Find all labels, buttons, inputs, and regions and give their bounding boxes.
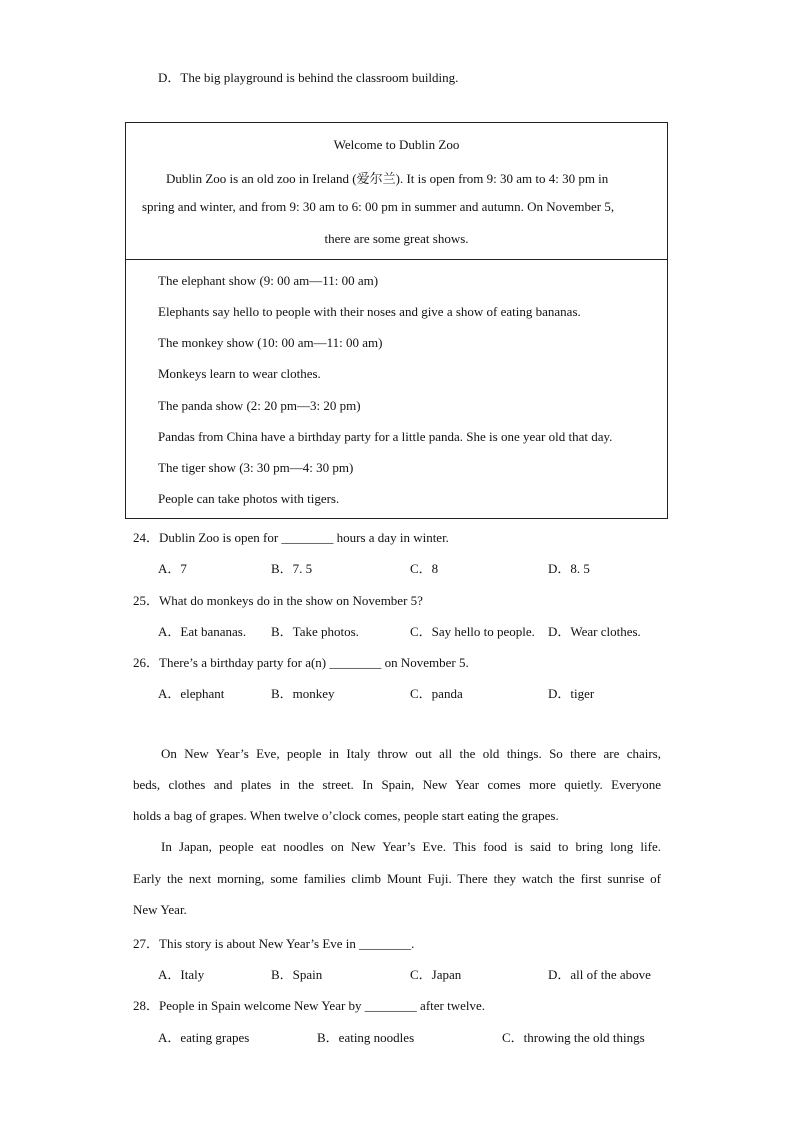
q27-option-b[interactable]: B．Spain <box>271 967 323 982</box>
q25-option-d[interactable]: D．Wear clothes. <box>548 624 641 639</box>
q27-option-c[interactable]: C．Japan <box>410 967 462 982</box>
notice-intro-line-2: spring and winter, and from 9: 30 am to 6: 00 pm in summer and autumn. On November 5, <box>142 199 615 214</box>
question-28: 28．People in Spain welcome New Year by ________ after twelve. <box>133 998 486 1013</box>
passage-line: In Japan, people eat noodles on New Year’s Eve. This food is said to bring long life. <box>161 839 661 854</box>
question-26: 26．There’s a birthday party for a(n) ________ on November 5. <box>133 655 469 670</box>
q25-option-b[interactable]: B．Take photos. <box>271 624 359 639</box>
question-25: 25．What do monkeys do in the show on November 5? <box>133 593 423 608</box>
passage-line: beds, clothes and plates in the street. In Spain, New Year comes more quietly. Everyone <box>133 777 661 792</box>
notice-title: Welcome to Dublin Zoo <box>333 137 460 152</box>
q28-option-a[interactable]: A．eating grapes <box>158 1030 250 1045</box>
question-27: 27．This story is about New Year’s Eve in ________. <box>133 936 415 951</box>
q26-option-d[interactable]: D．tiger <box>548 686 595 701</box>
notice-intro-line-3: there are some great shows. <box>324 231 469 246</box>
q26-option-a[interactable]: A．elephant <box>158 686 225 701</box>
q28-option-b[interactable]: B．eating noodles <box>317 1030 415 1045</box>
passage-line: New Year. <box>133 902 187 917</box>
q25-option-c[interactable]: C．Say hello to people. <box>410 624 535 639</box>
q26-option-c[interactable]: C．panda <box>410 686 463 701</box>
show-line: Elephants say hello to people with their noses and give a show of eating bananas. <box>158 304 581 319</box>
previous-option-d: D．The big playground is behind the classroom building. <box>158 70 459 85</box>
show-line: Pandas from China have a birthday party for a little panda. She is one year old that day. <box>158 429 613 444</box>
show-line: Monkeys learn to wear clothes. <box>158 366 321 381</box>
q27-option-d[interactable]: D．all of the above <box>548 967 651 982</box>
q26-option-b[interactable]: B．monkey <box>271 686 335 701</box>
notice-intro-line-1: Dublin Zoo is an old zoo in Ireland (爱尔兰). It is open from 9: 30 am to 4: 30 pm in <box>166 171 609 186</box>
q24-option-b[interactable]: B．7. 5 <box>271 561 313 576</box>
show-line: The panda show (2: 20 pm—3: 20 pm) <box>158 398 361 413</box>
notice-divider <box>126 259 667 260</box>
q24-option-c[interactable]: C．8 <box>410 561 439 576</box>
passage-line: On New Year’s Eve, people in Italy throw out all the old things. So there are chairs, <box>161 746 661 761</box>
question-24: 24．Dublin Zoo is open for ________ hours a day in winter. <box>133 530 449 545</box>
passage-line: holds a bag of grapes. When twelve o’clock comes, people start eating the grapes. <box>133 808 559 823</box>
show-line: The elephant show (9: 00 am—11: 00 am) <box>158 273 379 288</box>
show-line: People can take photos with tigers. <box>158 491 340 506</box>
q28-option-c[interactable]: C．throwing the old things <box>502 1030 645 1045</box>
q25-option-a[interactable]: A．Eat bananas. <box>158 624 247 639</box>
show-line: The tiger show (3: 30 pm—4: 30 pm) <box>158 460 354 475</box>
notice-box <box>125 122 668 519</box>
show-line: The monkey show (10: 00 am—11: 00 am) <box>158 335 383 350</box>
passage-line: Early the next morning, some families climb Mount Fuji. There they watch the first sunrise of <box>133 871 661 886</box>
q24-option-a[interactable]: A．7 <box>158 561 187 576</box>
q27-option-a[interactable]: A．Italy <box>158 967 205 982</box>
q24-option-d[interactable]: D．8. 5 <box>548 561 590 576</box>
